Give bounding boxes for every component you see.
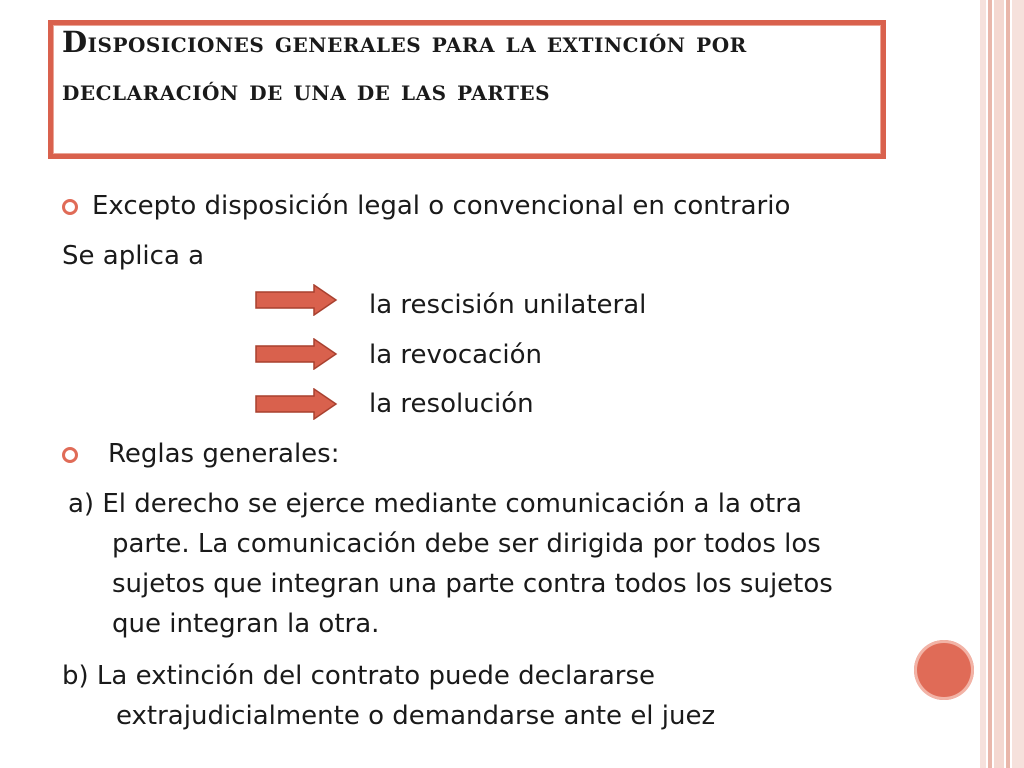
- right-arrow-icon: [254, 284, 338, 316]
- stripe: [1012, 0, 1024, 768]
- list-item-revocacion: la revocación: [369, 340, 542, 370]
- slide-title: Disposiciones generales para la extinción por declaración de una de las partes: [62, 25, 747, 107]
- rule-a-line: que integran la otra.: [112, 609, 380, 639]
- bullet-text-exception: Excepto disposición legal o convencional en contrario: [92, 191, 791, 221]
- list-item-resolucion: la resolución: [369, 389, 534, 419]
- applies-label: Se aplica a: [62, 241, 205, 271]
- rule-a-line: sujetos que integran una parte contra todos los sujetos: [112, 569, 833, 599]
- stripe: [1006, 0, 1010, 768]
- rule-a-line: parte. La comunicación debe ser dirigida por todos los: [112, 529, 821, 559]
- rule-b-line: b) La extinción del contrato puede declararse: [62, 661, 655, 691]
- right-arrow-icon: [254, 338, 338, 370]
- stripe: [980, 0, 986, 768]
- stripe: [994, 0, 1004, 768]
- decorative-circle: [914, 640, 974, 700]
- rule-a-line: a) El derecho se ejerce mediante comunicación a la otra: [68, 489, 802, 519]
- stripe: [988, 0, 992, 768]
- bullet-icon: [62, 199, 78, 215]
- bullet-text-rules: Reglas generales:: [108, 439, 340, 469]
- right-arrow-icon: [254, 388, 338, 420]
- list-item-rescision: la rescisión unilateral: [369, 290, 647, 320]
- bullet-icon: [62, 447, 78, 463]
- decorative-stripes: [980, 0, 1024, 768]
- rule-b-paragraph: [62, 656, 902, 736]
- rule-a-paragraph: [68, 484, 908, 644]
- rule-b-line: extrajudicialmente o demandarse ante el juez: [116, 701, 716, 731]
